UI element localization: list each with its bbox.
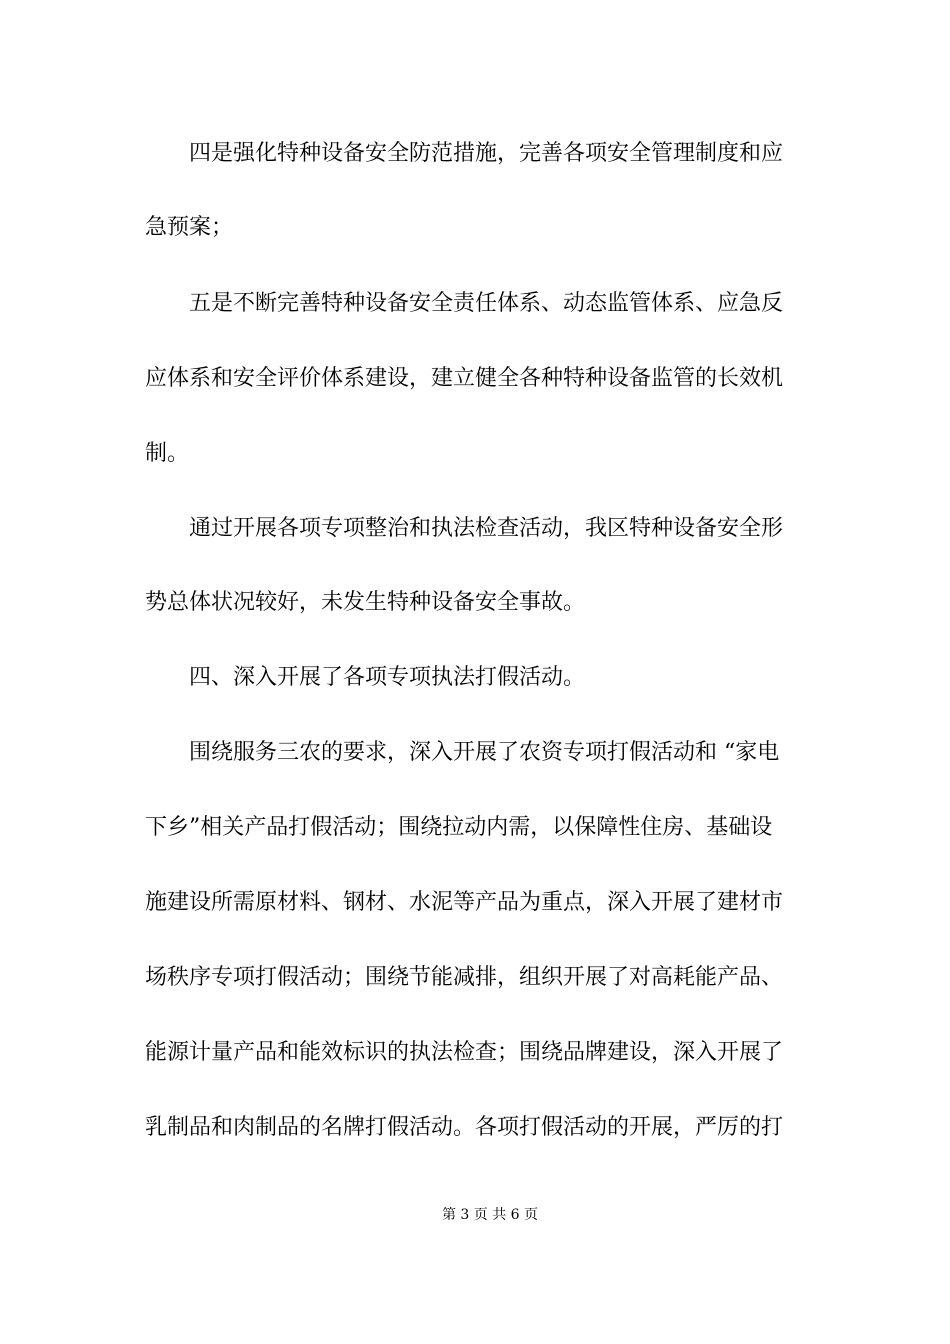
paragraph-line: 场秩序专项打假活动；围绕节能减排，组织开展了对高耗能产品、 <box>145 965 784 990</box>
paragraph-line: 围绕服务三农的要求，深入开展了农资专项打假活动和 “家电 <box>189 740 780 765</box>
section-heading: 四、深入开展了各项专项执法打假活动。 <box>189 665 586 690</box>
page-number: 第 3 页 共 6 页 <box>441 1207 539 1223</box>
paragraph-line: 下乡”相关产品打假活动；围绕拉动内需，以保障性住房、基础设 <box>145 815 773 840</box>
paragraph-line: 四是强化特种设备安全防范措施，完善各项安全管理制度和应 <box>189 141 784 166</box>
paragraph-line: 施建设所需原材料、钢材、水泥等产品为重点，深入开展了建材市 <box>145 890 784 915</box>
paragraph-line: 乳制品和肉制品的名牌打假活动。各项打假活动的开展，严厉的打 <box>145 1115 784 1140</box>
paragraph-line: 势总体状况较好，未发生特种设备安全事故。 <box>145 590 586 615</box>
paragraph-line: 急预案； <box>145 215 234 240</box>
paragraph-line: 应体系和安全评价体系建设，建立健全各种特种设备监管的长效机 <box>145 366 784 391</box>
paragraph-line: 五是不断完善特种设备安全责任体系、动态监管体系、应急反 <box>189 291 784 316</box>
paragraph-line: 通过开展各项专项整治和执法检查活动，我区特种设备安全形 <box>189 516 784 541</box>
paragraph-line: 能源计量产品和能效标识的执法检查；围绕品牌建设，深入开展了 <box>145 1040 784 1065</box>
page-footer <box>0 1205 950 1225</box>
paragraph-line: 制。 <box>145 441 190 466</box>
